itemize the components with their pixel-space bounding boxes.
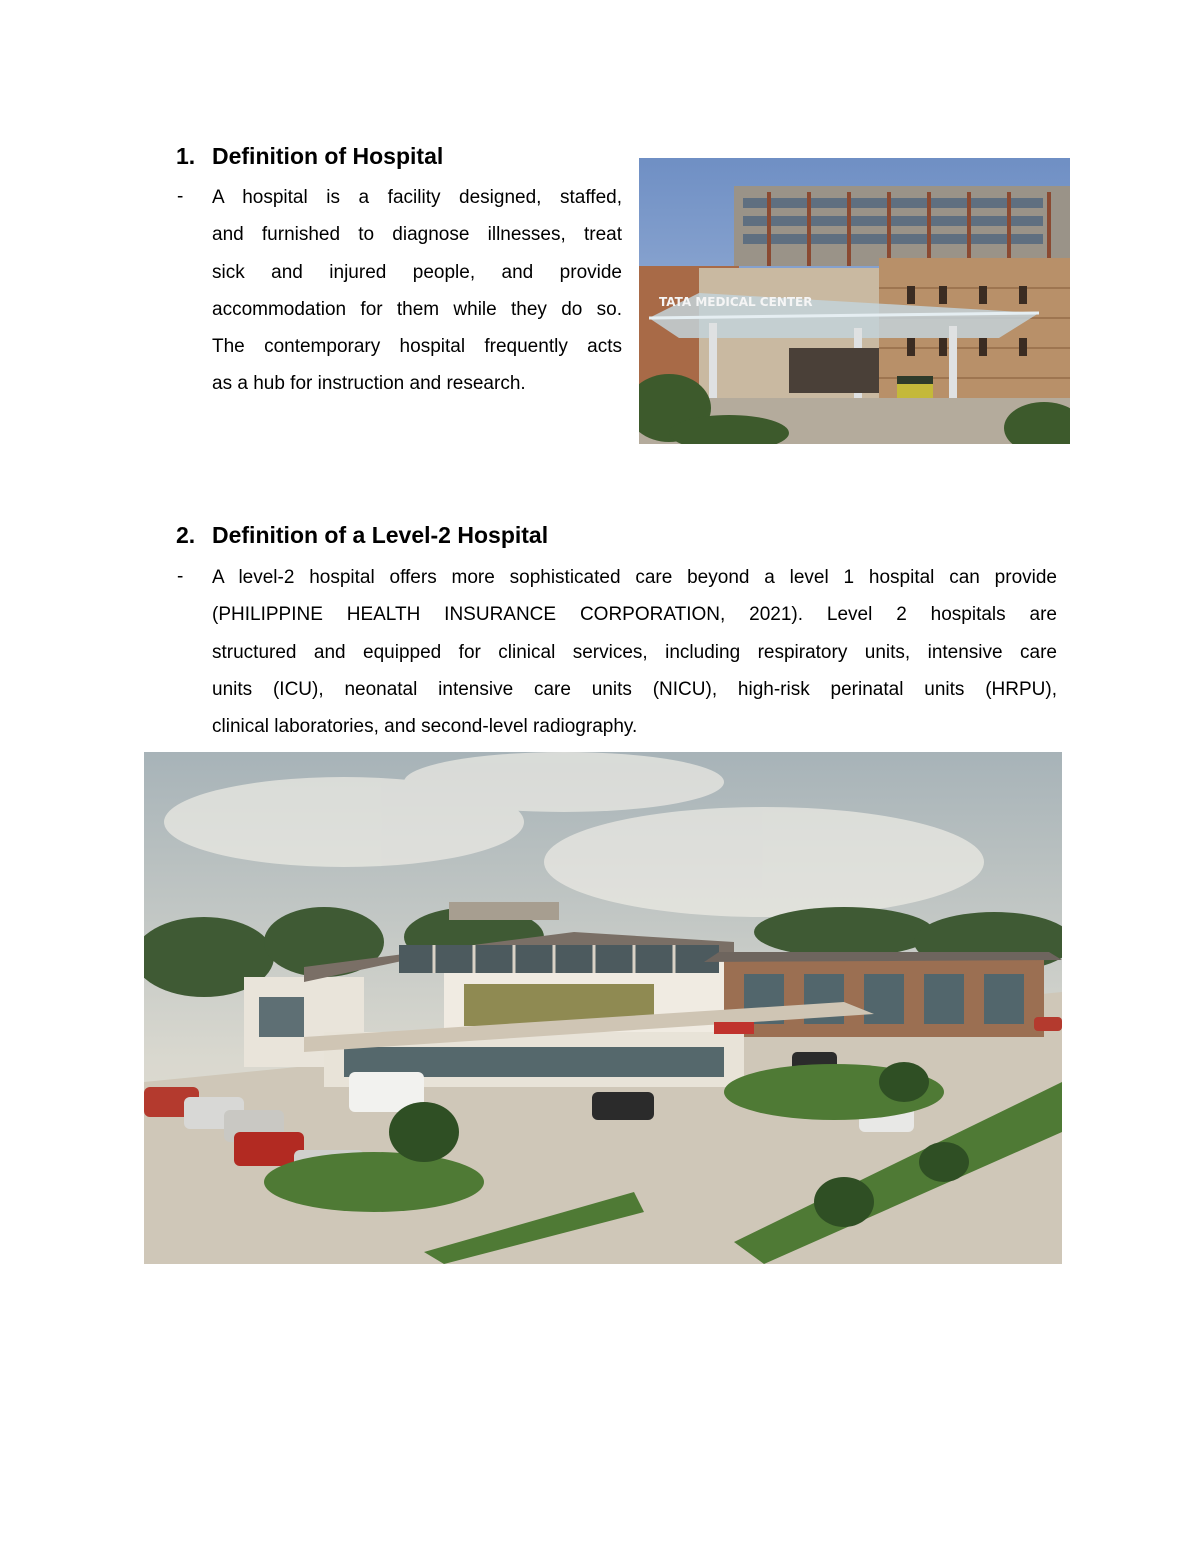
section-2-bullet: - [177,566,184,587]
section-1-bullet: - [177,186,184,207]
paragraph-line: A level-2 hospital offers more sophisticated care beyond a level 1 hospital can provide [212,567,1057,588]
paragraph-line: sick and injured people, and provide [212,261,622,283]
level-2-hospital-rendering [144,752,1062,1264]
paragraph-line: and furnished to diagnose illnesses, treat [212,224,622,246]
paragraph-line: (PHILIPPINE HEALTH INSURANCE CORPORATION, 2021). Level 2 hospitals are [212,604,1057,626]
paragraph-line: clinical laboratories, and second-level radiography. [212,716,638,738]
section-2-number: 2. [176,522,196,548]
section-1-number: 1. [176,143,196,169]
paragraph-line: A hospital is a facility designed, staffed, [212,187,622,208]
section-2-paragraph [212,559,1057,745]
hospital-photo [639,158,1070,444]
building-sign: TATA MEDICAL CENTER [659,295,813,309]
section-1-title: Definition of Hospital [212,143,444,169]
paragraph-line: structured and equipped for clinical services, including respiratory units, intensive care [212,641,1057,663]
section-1-paragraph [212,179,622,403]
paragraph-line: units (ICU), neonatal intensive care units (NICU), high-risk perinatal units (HRPU), [212,678,1057,700]
section-2-title: Definition of a Level-2 Hospital [212,522,549,548]
paragraph-line: as a hub for instruction and research. [212,373,526,395]
paragraph-line: The contemporary hospital frequently acts [212,336,622,358]
paragraph-line: accommodation for them while they do so. [212,298,622,320]
